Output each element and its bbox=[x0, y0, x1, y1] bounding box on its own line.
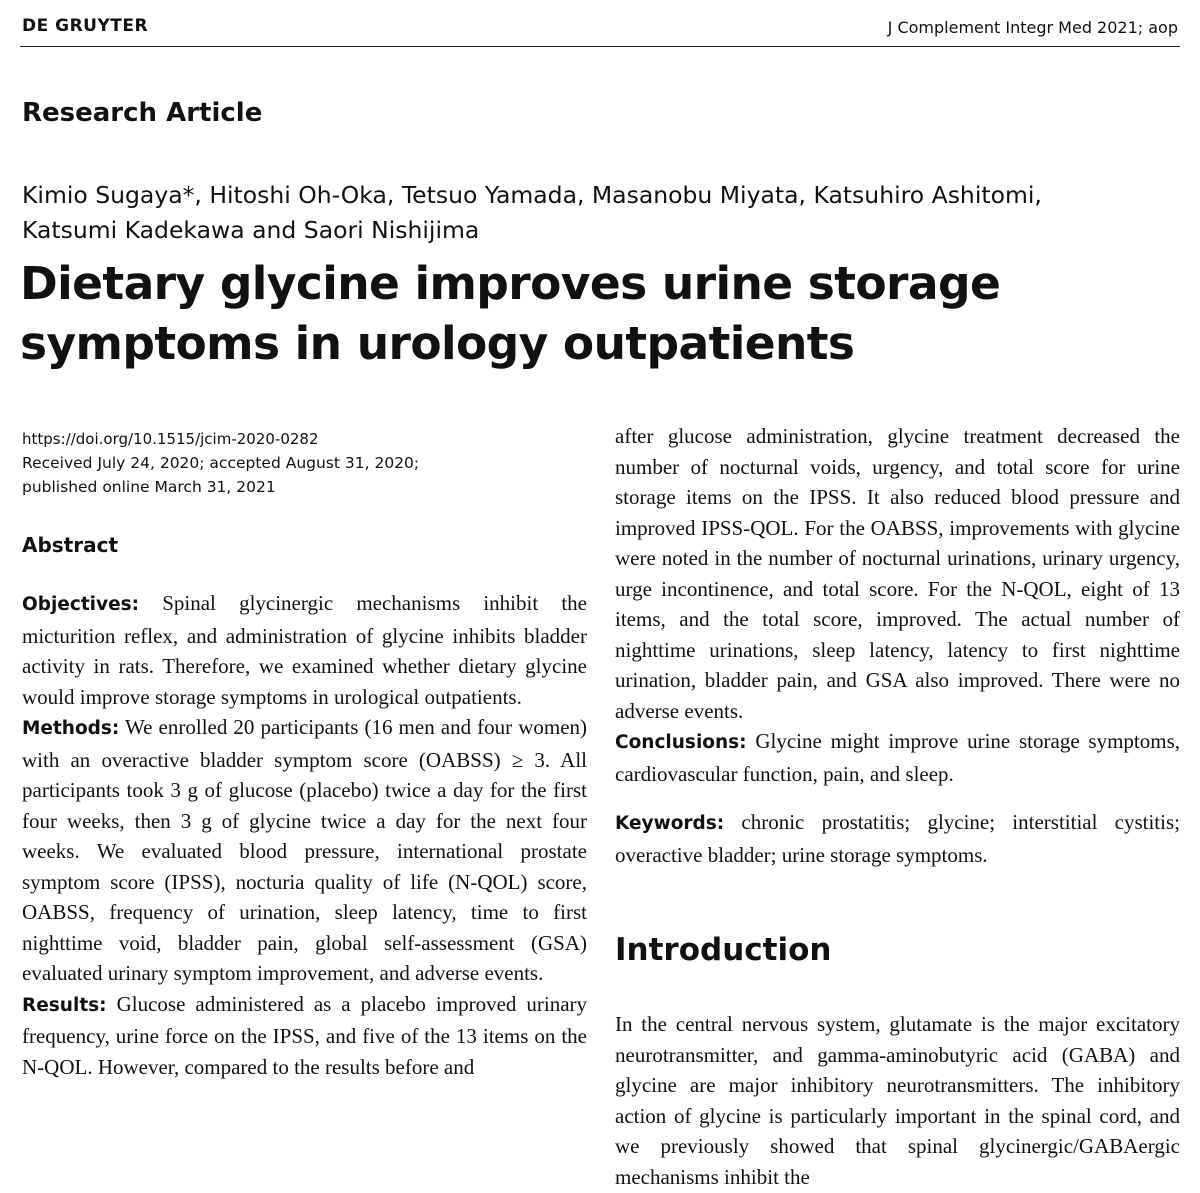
received-accepted-dates: Received July 24, 2020; accepted August 31, 2020; bbox=[22, 454, 420, 472]
article-title: Dietary glycine improves urine storage symptoms in urology outpatients bbox=[20, 257, 1001, 370]
article-metadata bbox=[22, 427, 419, 499]
objectives-label: Objectives: bbox=[22, 594, 140, 615]
authors-line-2: Katsumi Kadekawa and Saori Nishijima bbox=[22, 216, 480, 244]
abstract-heading: Abstract bbox=[22, 533, 119, 557]
authors-line-1: Kimio Sugaya*, Hitoshi Oh-Oka, Tetsuo Yamada, Masanobu Miyata, Katsuhiro Ashitomi, bbox=[22, 181, 1042, 209]
abstract-left-column bbox=[22, 588, 587, 1082]
conclusions-paragraph bbox=[615, 726, 1180, 789]
methods-text: We enrolled 20 participants (16 men and four women) with an overactive bladder symptom score (OABSS) ≥ 3. All participants took 3 g of glucose (placebo) twice a day for the first four weeks, then 3 g of glycine twice a day for the next four weeks. We evaluated blood pressure, international prostate symptom score (IPSS), nocturia quality of life (N-QOL) score, OABSS, frequency of urination, sleep latency, time to first nighttime void, bladder pain, global self-assessment (GSA) evaluated urinary symptom improvement, and adverse events. bbox=[22, 715, 588, 985]
abstract-right-column bbox=[615, 421, 1180, 870]
header-divider bbox=[20, 46, 1180, 47]
keywords-paragraph bbox=[615, 807, 1180, 870]
doi-link[interactable]: https://doi.org/10.1515/jcim-2020-0282 bbox=[22, 430, 319, 448]
objectives-paragraph bbox=[22, 588, 587, 712]
keywords-label: Keywords: bbox=[615, 813, 725, 834]
keywords-text: chronic prostatitis; glycine; interstitial cystitis; overactive bladder; urine storage symptoms. bbox=[615, 810, 1180, 867]
conclusions-label: Conclusions: bbox=[615, 732, 747, 753]
methods-label: Methods: bbox=[22, 718, 120, 739]
conclusions-text: Glycine might improve urine storage symptoms, cardiovascular function, pain, and sleep. bbox=[615, 729, 1180, 786]
results-paragraph bbox=[22, 989, 587, 1083]
introduction-paragraph: In the central nervous system, glutamate is the major excitatory neurotransmitter, and gamma-aminobutyric acid (GABA) and glycine are major inhibitory neurotransmitters. The inhibitory action of glycine is particularly important in the spinal cord, and we previously showed that spinal glycinergic/GABAergic mechanisms inhibit the bbox=[615, 1012, 1180, 1189]
author-list bbox=[22, 178, 1182, 248]
methods-paragraph bbox=[22, 712, 587, 989]
results-text: Glucose administered as a placebo improved urinary frequency, urine force on the IPSS, and five of the 13 items on the N-QOL. However, compared to the results before and bbox=[22, 991, 588, 1079]
journal-reference: J Complement Integr Med 2021; aop bbox=[887, 18, 1178, 37]
publisher-name: DE GRUYTER bbox=[22, 16, 149, 36]
article-type: Research Article bbox=[22, 98, 263, 128]
introduction-heading: Introduction bbox=[615, 932, 832, 968]
introduction-column bbox=[615, 1009, 1180, 1192]
published-date: published online March 31, 2021 bbox=[22, 478, 276, 496]
results-continued-paragraph: after glucose administration, glycine treatment decreased the number of nocturnal voids, urgency, and total score for urine storage items on the IPSS. It also reduced blood pressure and improved IPSS-QOL. For the OABSS, improvements with glycine were noted in the number of nocturnal urinations, urinary urgency, urge incontinence, and total score. For the N-QOL, eight of 13 items, and the total score, improved. The actual number of nighttime urinations, sleep latency, latency to first nighttime urination, bladder pain, and GSA also improved. There were no adverse events. bbox=[615, 424, 1180, 723]
objectives-text: Spinal glycinergic mechanisms inhibit the micturition reflex, and administration of glycine inhibits bladder activity in rats. Therefore, we examined whether dietary glycine would improve storage symptoms in urological outpatients. bbox=[22, 591, 587, 709]
results-label: Results: bbox=[22, 994, 107, 1016]
